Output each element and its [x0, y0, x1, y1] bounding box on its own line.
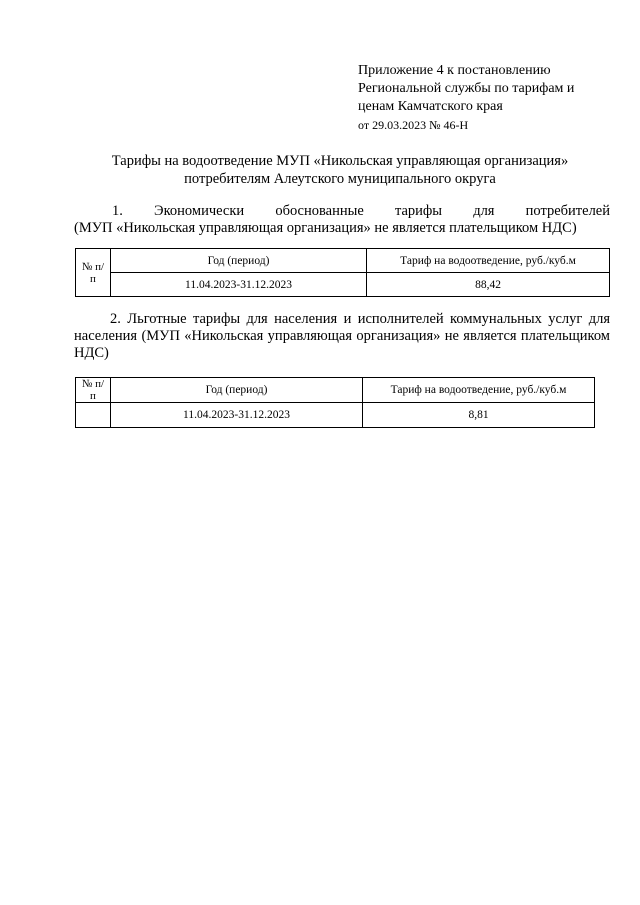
document-title	[60, 152, 620, 188]
tariff-table-2	[75, 377, 595, 428]
appendix-line-1: Приложение 4 к постановлению	[358, 63, 551, 78]
section-1-line-2: (МУП «Никольская управляющая организация» не является плательщиком НДС)	[74, 220, 577, 236]
section-1-line-1: 1. Экономически обоснованные тарифы для потребителей	[112, 203, 610, 219]
section-2-text: 2. Льготные тарифы для населения и исполнителей коммунальных услуг для населения (МУП «Никольская управляющая организация» не является плательщиком НДС)	[74, 311, 610, 361]
table-header-row	[76, 378, 595, 403]
title-line-1: Тарифы на водоотведение МУП «Никольская управляющая организация»	[111, 153, 569, 169]
appendix-date: от 29.03.2023 № 46-Н	[358, 118, 469, 132]
header-tariff: Тариф на водоотведение, руб./куб.м	[367, 249, 610, 273]
section-1-heading	[74, 203, 610, 237]
cell-period: 11.04.2023-31.12.2023	[111, 273, 367, 297]
appendix-note	[358, 62, 618, 134]
cell-tariff: 8,81	[363, 403, 595, 428]
cell-tariff: 88,42	[367, 273, 610, 297]
section-2-heading	[74, 311, 610, 362]
header-period: Год (период)	[111, 378, 363, 403]
table-row	[76, 273, 610, 297]
table-header-row	[76, 249, 610, 273]
appendix-line-3: ценам Камчатского края	[358, 99, 503, 114]
tariff-table-1	[75, 248, 610, 297]
header-num: № п/п	[76, 378, 111, 403]
appendix-line-2: Региональной службы по тарифам и	[358, 81, 575, 96]
header-tariff: Тариф на водоотведение, руб./куб.м	[363, 378, 595, 403]
title-line-2: потребителям Алеутского муниципального округа	[184, 171, 496, 187]
cell-period: 11.04.2023-31.12.2023	[111, 403, 363, 428]
table-row	[76, 403, 595, 428]
header-period: Год (период)	[111, 249, 367, 273]
cell-num	[76, 403, 111, 428]
header-num: № п/п	[76, 249, 111, 297]
